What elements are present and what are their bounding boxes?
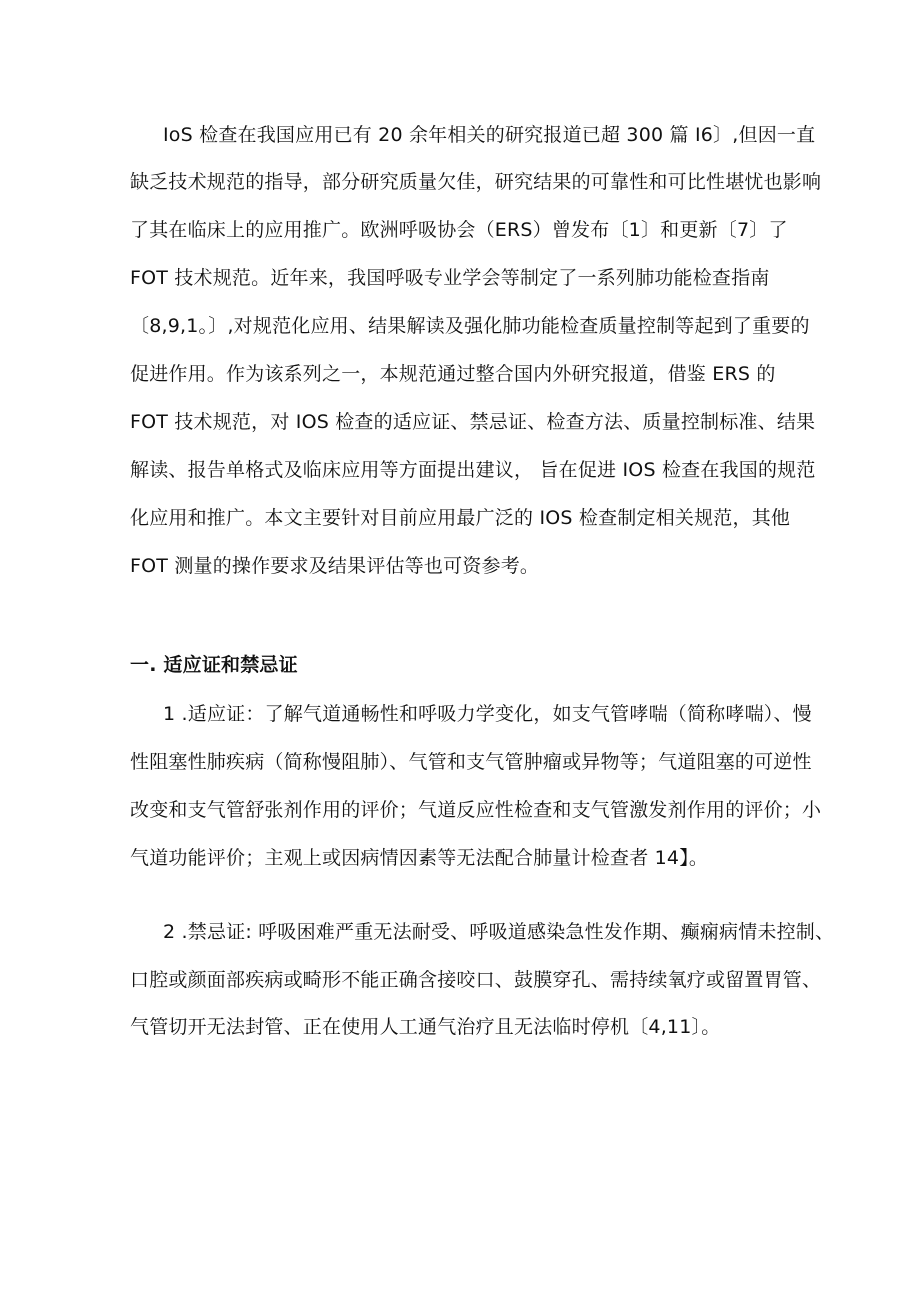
paragraph-line: 缺乏技术规范的指导，部分研究质量欠佳，研究结果的可靠性和可比性堪忧也影响 <box>130 171 822 193</box>
paragraph-line: 性阻塞性肺疾病（简称慢阻肺）、气管和支气管肿瘤或异物等；气道阻塞的可逆性 <box>130 751 812 773</box>
paragraph-line: 〔8,9,1。〕,对规范化应用、结果解读及强化肺功能检查质量控制等起到了重要的 <box>130 315 810 337</box>
paragraph-line: 促进作用。作为该系列之一，本规范通过整合国内外研究报道，借鉴 ERS 的 <box>130 363 776 385</box>
paragraph-line: 化应用和推广。本文主要针对目前应用最广泛的 IOS 检查制定相关规范，其他 <box>130 507 791 529</box>
paragraph-line: 解读、报告单格式及临床应用等方面提出建议， 旨在促进 IOS 检查在我国的规范 <box>130 459 816 481</box>
paragraph-line: FOT 技术规范。近年来，我国呼吸专业学会等制定了一系列肺功能检查指南 <box>130 267 770 289</box>
paragraph-line: 改变和支气管舒张剂作用的评价；气道反应性检查和支气管激发剂作用的评价；小 <box>130 799 822 821</box>
paragraph-line: 了其在临床上的应用推广。欧洲呼吸协会（ERS）曾发布〔1〕和更新〔7〕了 <box>130 219 788 241</box>
paragraph-line: IoS 检查在我国应用已有 20 余年相关的研究报道已超 300 篇 I6〕,但因一直 <box>163 124 816 146</box>
paragraph-line: FOT 技术规范，对 IOS 检查的适应证、禁忌证、检查方法、质量控制标准、结果 <box>130 411 816 433</box>
section-heading: 一. 适应证和禁忌证 <box>130 654 298 676</box>
paragraph-line: 气管切开无法封管、正在使用人工通气治疗且无法临时停机〔4,11〕。 <box>130 1016 721 1038</box>
paragraph-line: 口腔或颜面部疾病或畸形不能正确含接咬口、鼓膜穿孔、需持续氧疗或留置胃管、 <box>130 969 822 991</box>
paragraph-line: FOT 测量的操作要求及结果评估等也可资参考。 <box>130 555 540 577</box>
paragraph-line: 1 .适应证：了解气道通畅性和呼吸力学变化，如支气管哮喘（简称哮喘）、慢 <box>163 703 812 725</box>
paragraph-line: 2 .禁忌证: 呼吸困难严重无法耐受、呼吸道感染急性发作期、癫痫病情未控制、 <box>163 921 835 943</box>
paragraph-line: 气道功能评价；主观上或因病情因素等无法配合肺量计检查者 14】。 <box>130 847 709 869</box>
